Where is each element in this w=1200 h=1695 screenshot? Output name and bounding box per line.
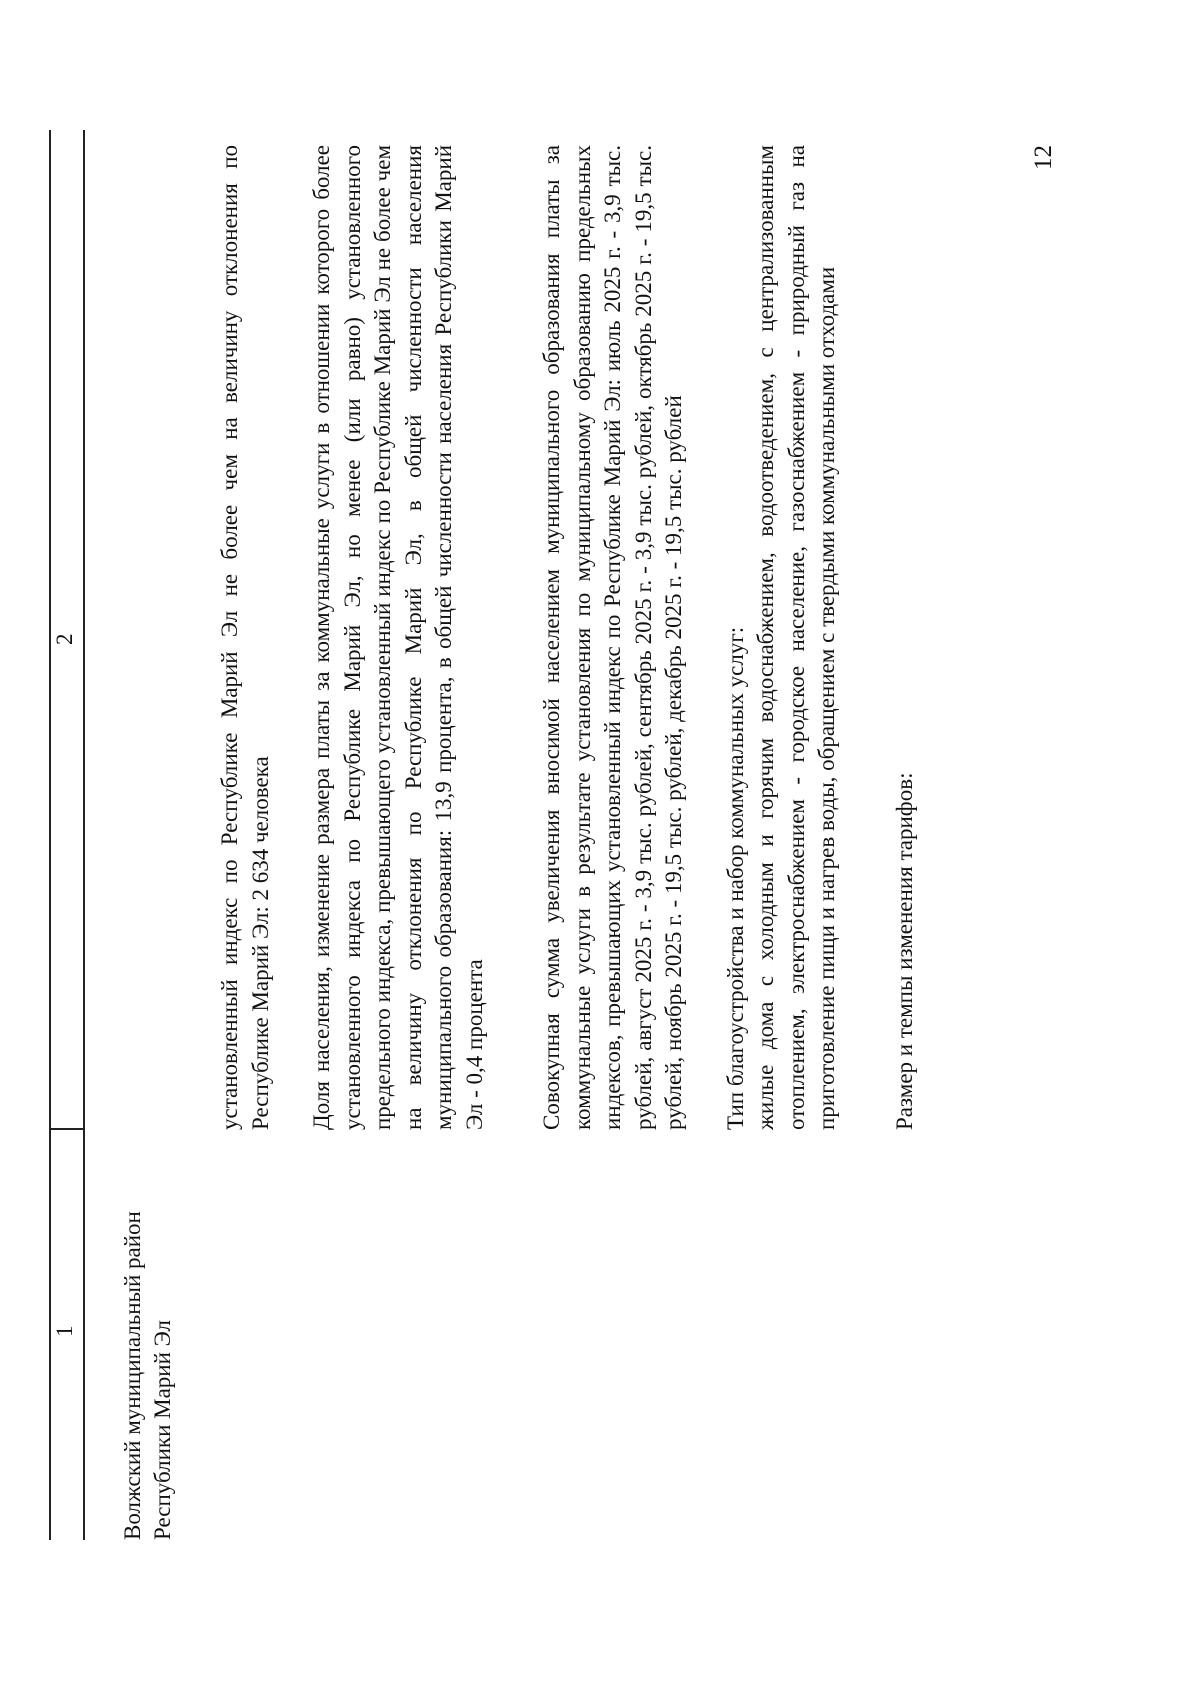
table-top-border: [49, 130, 51, 1540]
paragraph-index-deviation: установленный индекс по Республике Марий Эл не более чем на величину отклонения по Республике Марий Эл: 2 634 человека: [217, 145, 273, 1130]
column-header-2: 2: [52, 633, 77, 645]
municipality-name: Волжский муниципальный район Республики Марий Эл: [120, 1211, 175, 1540]
table-column-divider: [49, 1129, 83, 1131]
paragraph-utilities-heading: Тип благоустройства и набор коммунальных услуг:: [722, 626, 748, 1130]
paragraph-population-share: Доля населения, изменение размера платы за коммунальные услуги в отношении которого более установленного индекса по Республике Марий Эл, но менее (или равно) установленного предельного индекса, превышающего установленный индекс по Республике Марий Эл не более чем на величину отклонения по Республике Марий Эл, в общей численности населения муниципального образования: 13,9 процента, в общей численности населения Республики Марий Эл - 0,4 процента: [309, 145, 487, 1130]
paragraph-tariffs-heading: Размер и темпы изменения тарифов:: [891, 772, 917, 1130]
indicator-text-column: [215, 145, 936, 1130]
table-header-separator: [83, 130, 85, 1540]
paragraph-utilities-body: жилые дома с холодным и горячим водоснабжением, водоотведением, с централизованным отоплением, электроснабжением - городское население, газоснабжением - природный газ на приготовление пищи и нагрев воды, обращением с твердыми коммунальными отходами: [753, 145, 839, 1130]
column-header-1: 1: [52, 1325, 77, 1337]
page-number: 12: [1030, 145, 1057, 170]
paragraph-payment-increase: Совокупная сумма увеличения вносимой населением муниципального образования платы за коммунальные услуги в результате установления по муниципальному образованию предельных индексов, превышающих установленный индекс по Республике Марий Эл: июль 2025 г. - 3,9 тыс. рублей, август 2025 г. - 3,9 тыс. рублей, сентябрь 2025 г. - 3,9 тыс. рублей, октябрь 2025 г. - 19,5 тыс. рублей, ноябрь 2025 г. - 19,5 тыс. рублей, декабрь 2025 г. - 19,5 тыс. рублей: [539, 145, 686, 1130]
